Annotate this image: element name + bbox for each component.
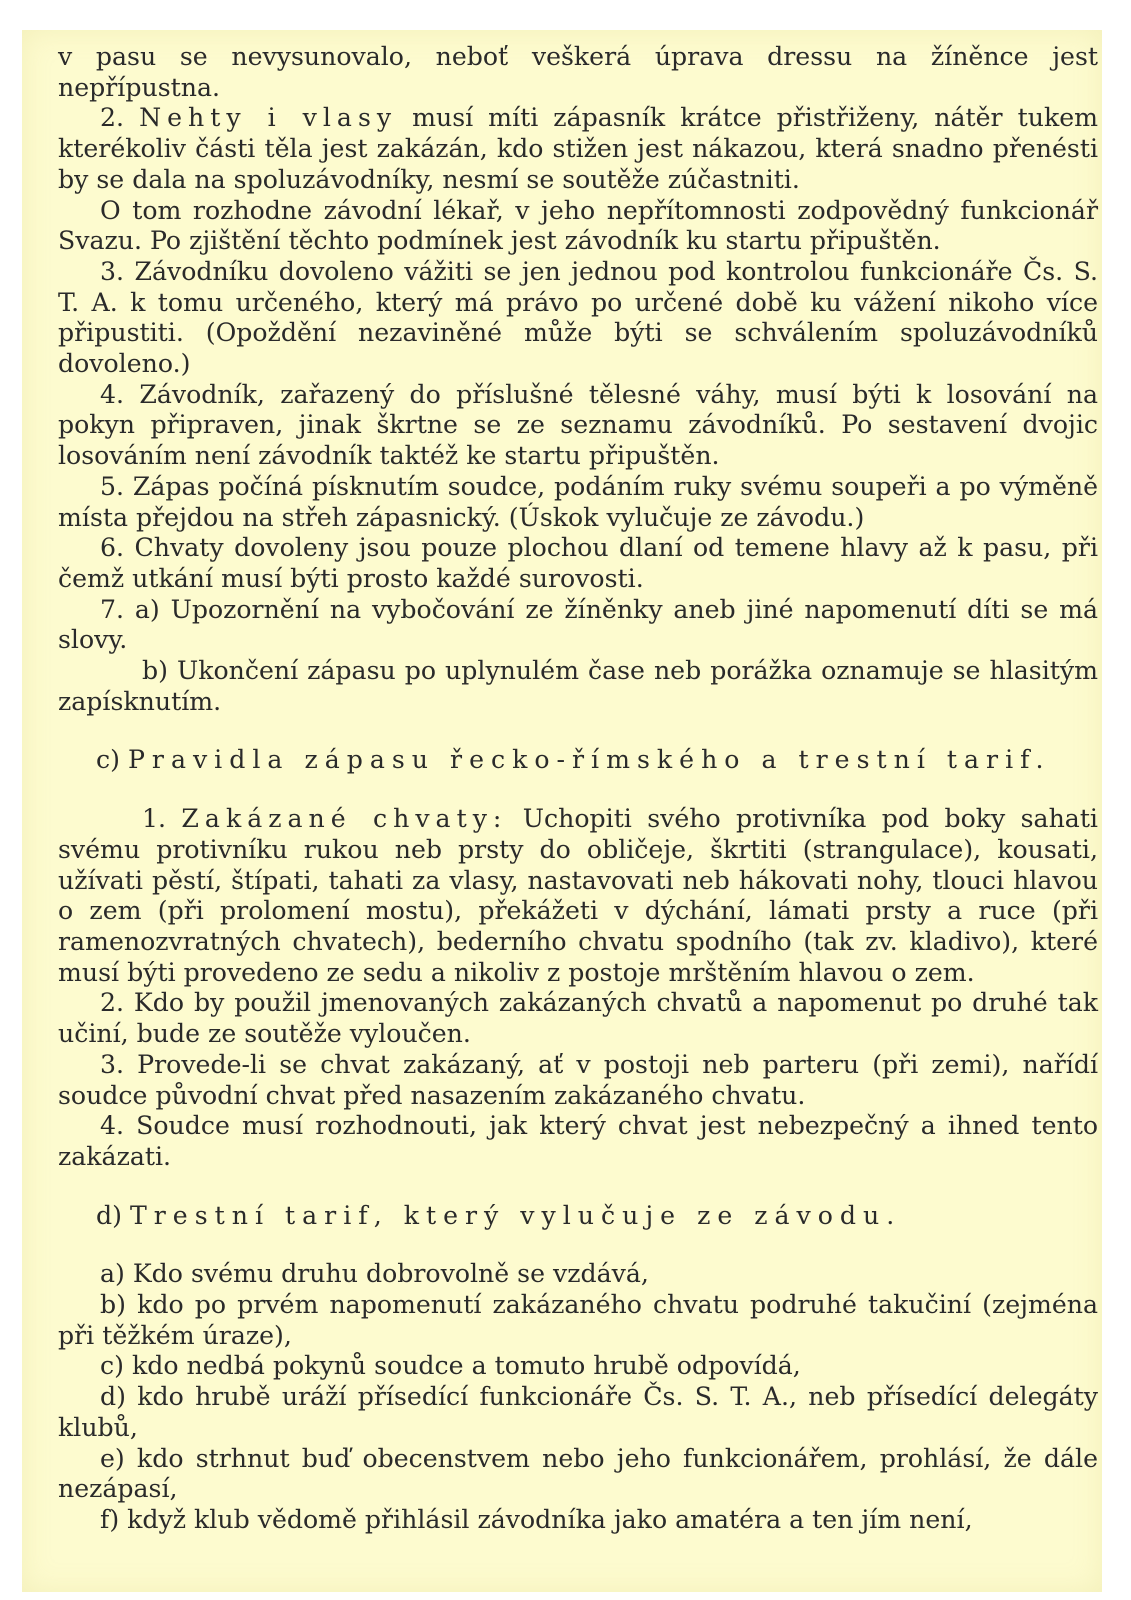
paragraph-2 bbox=[58, 103, 1098, 195]
list-item-b: b) kdo po prvém napomenutí zakázaného chvatu podruhé takučiní (zejména při těžkém úraze), bbox=[58, 1290, 1098, 1350]
paragraph-7b: b) Ukončení zápasu po uplynulém čase neb porážka oznamuje se hlasitým zapísknutím. bbox=[58, 656, 1098, 716]
section-heading-d bbox=[58, 1201, 1098, 1232]
item-number: 2. bbox=[100, 103, 125, 133]
paragraph-3: 3. Závodníku dovoleno vážiti se jen jednou pod kontrolou funkcionáře Čs. S. T. A. k tomu určeného, který má právo po určené době ku vážení nikoho více připustiti. (Opoždění nezaviněné může býti se schválením spoluzávodníků dovoleno.) bbox=[58, 256, 1098, 379]
section-title: Pravidla zápasu řecko-římského a trestní tarif. bbox=[127, 745, 1051, 775]
item-number: 1. bbox=[142, 804, 167, 834]
paragraph-7a: 7. a) Upozornění na vybočování ze žíněnky aneb jiné napomenutí díti se má slovy. bbox=[58, 594, 1098, 655]
list-item-c: c) kdo nedbá pokynů soudce a tomuto hrubě odpovídá, bbox=[100, 1351, 801, 1381]
section-heading-c bbox=[58, 745, 1098, 776]
section-c-paragraph-4: 4. Soudce musí rozhodnouti, jak který chvat jest nebezpečný a ihned tento zakázati. bbox=[58, 1111, 1098, 1171]
section-c-paragraph-3: 3. Provede-li se chvat zakázaný, ať v postoji neb parteru (při zemi), nařídí soudce původní chvat před nasazením zakázaného chvatu. bbox=[58, 1049, 1098, 1110]
paragraph-body: Uchopiti svého protivníka pod boky sahati svému protivníku rukou neb prsty do obličeje, škrtiti (strangulace), kousati, užívati pěstí, štípati, tahati za vlasy, nastavovati neb hákovati nohy, tlouci hlavou o zem (při prolomení mostu), překážeti v dýchání, lámati prsty a ruce (při ramenozvratných chvatech), bederního chvatu spodního (tak zv. kladivo), které musí býti provedeno ze sedu a nikoliv z postoje mrštěním hlavou o zem. bbox=[58, 804, 1098, 987]
page-text bbox=[58, 42, 1098, 1536]
section-prefix: d) bbox=[96, 1200, 122, 1230]
list-item-f: f) když klub vědomě přihlásil závodníka jako amatéra a ten jím není, bbox=[100, 1504, 973, 1534]
list-item-a: a) Kdo svému druhu dobrovolně se vzdává, bbox=[100, 1259, 649, 1289]
list-item-e: e) kdo strhnut buď obecenstvem nebo jeho funkcionářem, prohlásí, že dále nezápasí, bbox=[58, 1443, 1098, 1504]
spaced-lead: Zakázané chvaty: bbox=[181, 804, 508, 834]
section-c-paragraph-1 bbox=[58, 804, 1098, 988]
section-title: Trestní tarif, který vylučuje ze závodu. bbox=[129, 1200, 902, 1230]
paragraph-4: 4. Závodník, zařazený do příslušné tělesné váhy, musí býti k losování na pokyn připraven, jinak škrtne se ze seznamu závodníků. Po sestavení dvojic losováním není závodník taktéž ke startu připuštěn. bbox=[58, 379, 1098, 471]
scanned-page bbox=[22, 30, 1102, 1592]
paragraph-continuation: v pasu se nevysunovalo, neboť veškerá úprava dressu na žíněnce jest nepřípustna. bbox=[58, 42, 1098, 102]
list-item-d: d) kdo hrubě uráží přísedící funkcionáře Čs. S. T. A., neb přísedící delegáty klubů, bbox=[58, 1382, 1098, 1442]
paragraph-5: 5. Zápas počíná písknutím soudce, podáním ruky svému soupeři a po výměně místa přejdou na střeh zápasnický. (Úskok vylučuje ze závodu.) bbox=[58, 471, 1098, 532]
section-c-paragraph-2: 2. Kdo by použil jmenovaných zakázaných chvatů a napomenut po druhé tak učiní, bude ze soutěže vyloučen. bbox=[58, 988, 1098, 1049]
section-prefix: c) bbox=[96, 745, 120, 775]
paragraph-doctor: O tom rozhodne závodní lékař, v jeho nepřítomnosti zodpovědný funkcionář Svazu. Po zjištění těchto podmínek jest závodník ku startu připuštěn. bbox=[58, 195, 1098, 256]
paragraph-body: musí míti zápasník krátce přistřiženy, nátěr tukem kterékoliv části těla jest zakázán, kdo stižen jest nákazou, která snadno přenésti by se dala na spoluzávodníky, nesmí se soutěže zúčastniti. bbox=[58, 103, 1098, 194]
paragraph-6: 6. Chvaty dovoleny jsou pouze plochou dlaní od temene hlavy až k pasu, při čemž utkání musí býti prosto každé surovosti. bbox=[58, 533, 1098, 593]
spaced-lead: Nehty i vlasy bbox=[139, 103, 398, 133]
